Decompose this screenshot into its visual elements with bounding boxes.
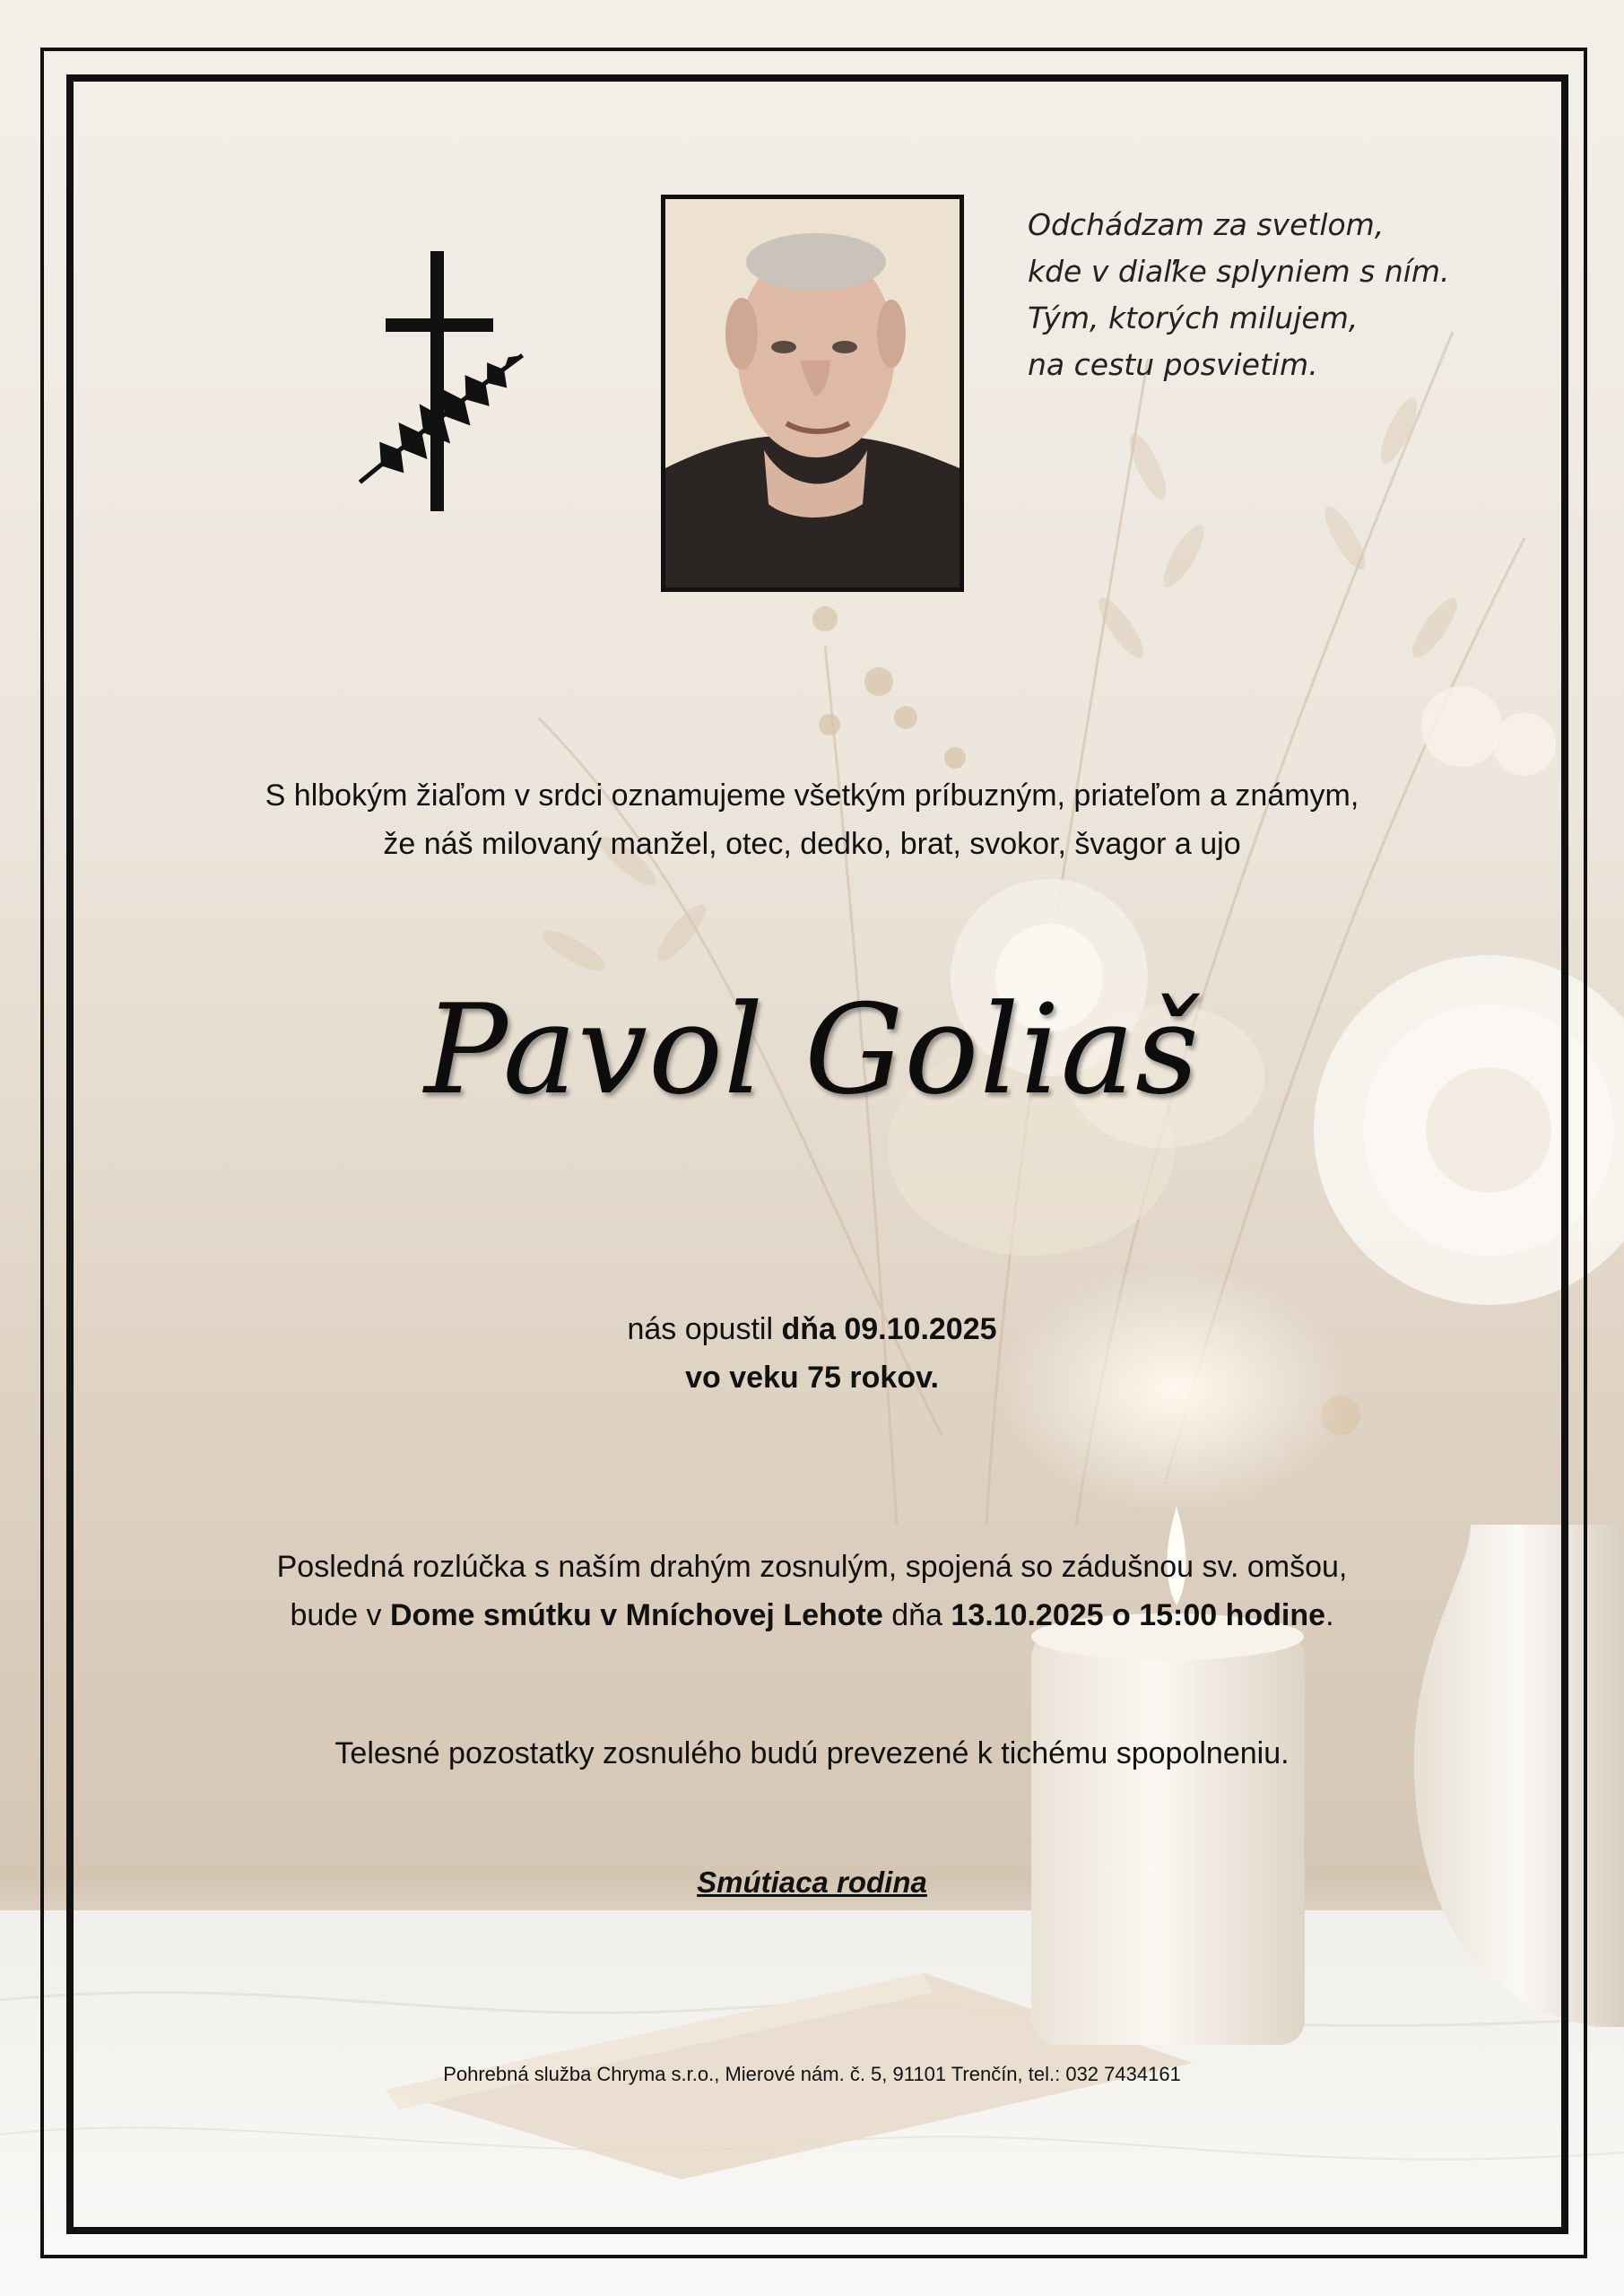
poem-line: kde v diaľke splyniem s ním.	[1028, 254, 1450, 289]
intro-line-1: S hlbokým žiaľom v srdci oznamujeme všetkým príbuzným, priateľom a známym,	[265, 778, 1359, 813]
death-age: vo veku 75 rokov.	[685, 1361, 939, 1395]
deceased-name: Pavol Goliaš	[424, 978, 1200, 1122]
ceremony-datetime: 13.10.2025 o 15:00 hodine	[951, 1598, 1326, 1632]
family-signature: Smútiaca rodina	[697, 1866, 927, 1899]
poem-verse	[1028, 202, 1494, 388]
intro-line-2: že náš milovaný manžel, otec, dedko, brat, svokor, švagor a ujo	[383, 827, 1241, 861]
ceremony-place: Dome smútku v Mníchovej Lehote	[390, 1598, 883, 1632]
poem-line: Tým, ktorých milujem,	[1028, 300, 1359, 335]
ceremony-middle: dňa	[882, 1598, 951, 1632]
cross-with-palm-icon	[330, 251, 545, 520]
poem-line: na cestu posvietim.	[1028, 347, 1318, 382]
death-prefix: nás opustil	[627, 1312, 782, 1346]
funeral-service-footer: Pohrebná služba Chryma s.r.o., Mierové nám. č. 5, 91101 Trenčín, tel.: 032 7434161	[443, 2063, 1181, 2085]
ceremony-prefix: bude v	[290, 1598, 390, 1632]
remains-info: Telesné pozostatky zosnulého budú prevezené k tichému spopolneniu.	[334, 1736, 1290, 1770]
portrait-photo	[661, 195, 964, 592]
death-info	[90, 1305, 1534, 1402]
announcement-intro	[90, 771, 1534, 868]
ceremony-suffix: .	[1325, 1598, 1334, 1632]
ceremony-info	[90, 1543, 1534, 1639]
death-date: dňa 09.10.2025	[781, 1312, 997, 1346]
poem-line: Odchádzam za svetlom,	[1028, 207, 1385, 242]
ceremony-line-1: Posledná rozlúčka s naším drahým zosnulým, spojená so zádušnou sv. omšou,	[276, 1550, 1348, 1584]
